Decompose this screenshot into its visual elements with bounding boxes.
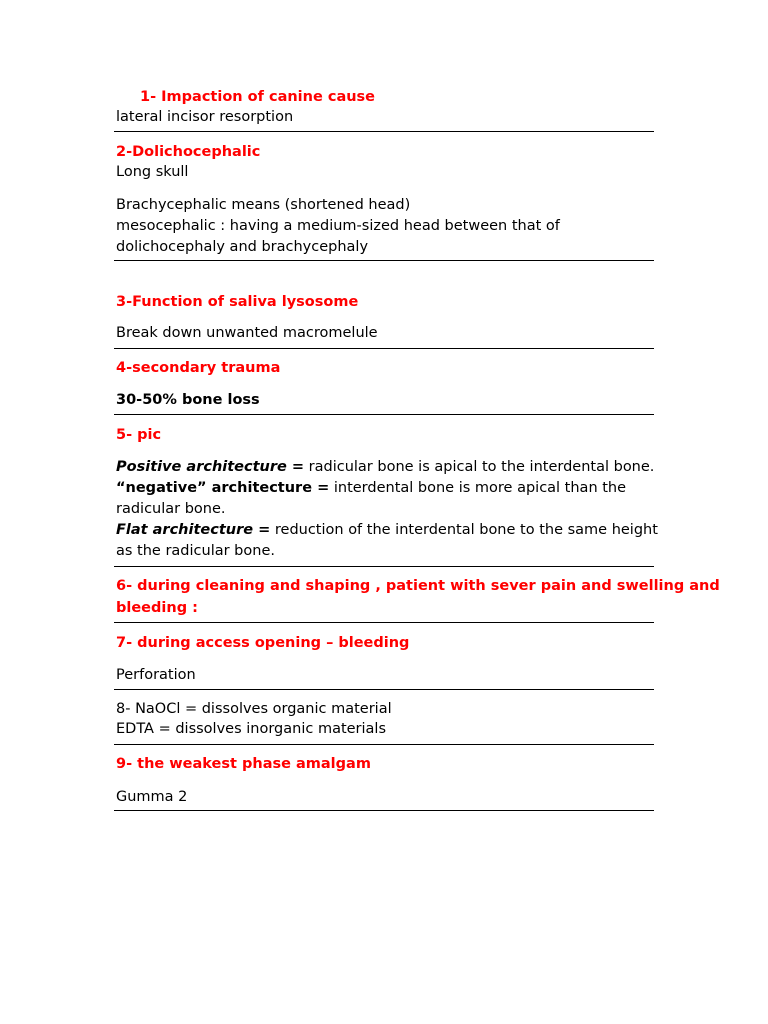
answer-2-line-4: dolichocephaly and brachycephaly <box>116 239 369 255</box>
answer-5-negative <box>116 480 626 496</box>
answer-1: lateral incisor resorption <box>116 109 294 125</box>
question-7: 7- during access opening – bleeding <box>116 635 410 651</box>
answer-2-line-2: Brachycephalic means (shortened head) <box>116 197 411 213</box>
answer-8-line-2: EDTA = dissolves inorganic materials <box>116 721 387 737</box>
answer-4: 30-50% bone loss <box>116 392 260 408</box>
answer-5-positive <box>116 459 654 475</box>
divider-3 <box>114 348 654 349</box>
question-5: 5- pic <box>116 427 162 443</box>
answer-2-line-1: Long skull <box>116 164 189 180</box>
divider-2 <box>114 260 654 261</box>
divider-6 <box>114 622 654 623</box>
divider-5 <box>114 566 654 567</box>
question-1: 1- Impaction of canine cause <box>140 89 376 105</box>
flat-text: reduction of the interdental bone to the same height <box>270 522 658 538</box>
positive-term: Positive architecture = <box>116 459 305 475</box>
question-2: 2-Dolichocephalic <box>116 144 261 160</box>
question-6-line-2: bleeding : <box>116 600 198 616</box>
answer-5-negative-cont: radicular bone. <box>116 501 226 517</box>
answer-5-flat-cont: as the radicular bone. <box>116 543 275 559</box>
question-3: 3-Function of saliva lysosome <box>116 294 359 310</box>
answer-9: Gumma 2 <box>116 789 188 805</box>
divider-9 <box>114 810 654 811</box>
divider-1 <box>114 131 654 132</box>
flat-term: Flat architecture = <box>116 522 271 538</box>
negative-text: interdental bone is more apical than the <box>329 480 627 496</box>
question-9: 9- the weakest phase amalgam <box>116 756 371 772</box>
positive-text: radicular bone is apical to the interdental bone. <box>304 459 655 475</box>
negative-term: “negative” architecture = <box>116 480 330 496</box>
answer-3: Break down unwanted macromelule <box>116 325 378 341</box>
answer-2-line-3: mesocephalic : having a medium-sized head between that of <box>116 218 560 234</box>
divider-7 <box>114 689 654 690</box>
divider-8 <box>114 744 654 745</box>
answer-5-flat <box>116 522 658 538</box>
question-6-line-1: 6- during cleaning and shaping , patient with sever pain and swelling and <box>116 578 720 594</box>
question-4: 4-secondary trauma <box>116 360 281 376</box>
divider-4 <box>114 414 654 415</box>
answer-7: Perforation <box>116 667 196 683</box>
answer-8-line-1: 8- NaOCl = dissolves organic material <box>116 701 392 717</box>
